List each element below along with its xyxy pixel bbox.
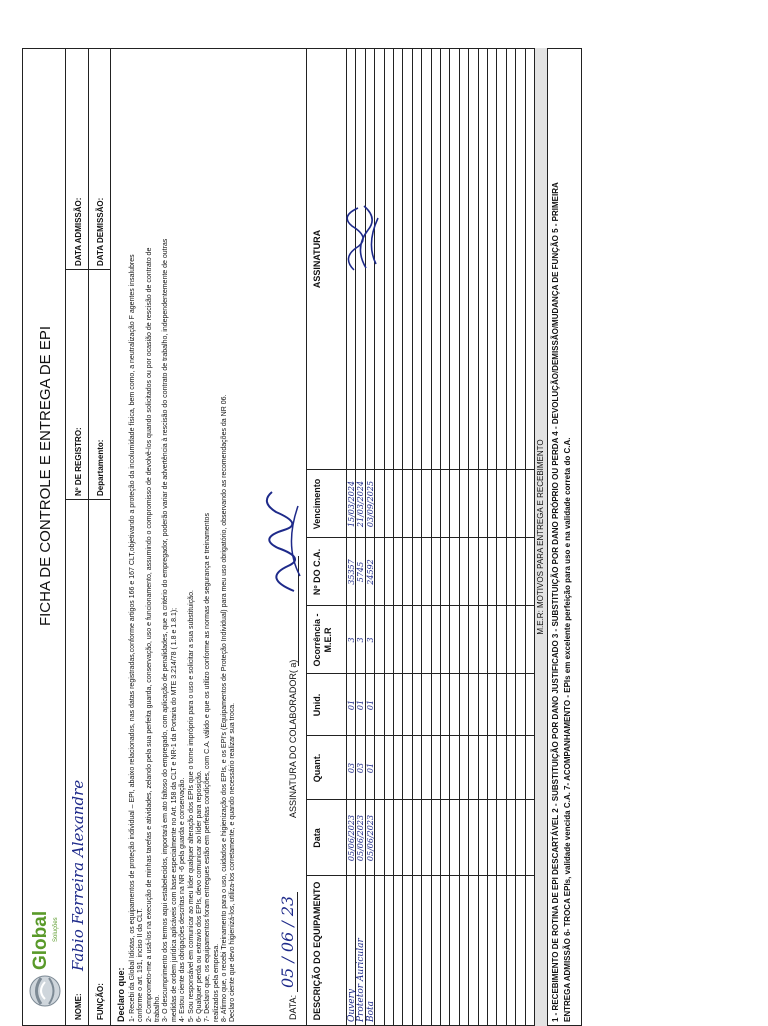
declaration-line: 1- Recebi da Global Idiotas, os equipamentos de proteção individual – EPI, abaixo relacionados, nas datas registradas,conforme artigos 166 e 167 CLT,objetivando a proteção da incolumidade física, bem como, a neutralização F agentes insalubres (128, 254, 136, 1022)
table-cell: 05/06/2023 (365, 814, 375, 862)
table-column-line (306, 605, 534, 606)
logo-text: Global (30, 910, 51, 970)
demissao-label: DATA DEMISSÃO: (96, 197, 105, 266)
table-cell: Protetor Auricular (356, 938, 367, 1022)
data-value: 05 / 06 / 23 (278, 892, 298, 992)
table-cell: 3 (365, 637, 375, 643)
data-label: DATA: (288, 994, 298, 1020)
declaration-line: 2- Comprometo-me a usá-los na execução de minhas tarefas e atividades, zelando pela sua perfeita guarda, conservação, uso e funcionamento, assumindo o compromisso de devolvê-los quando solicitados ou por ocasião de rescisão de contrato de (145, 247, 153, 1022)
table-cell: 01 (365, 699, 375, 711)
table-column-line (306, 735, 534, 736)
header-col-divider-b (66, 269, 110, 270)
table-header-3: Quant. (312, 753, 322, 783)
table-cell: 15/03/2024 (347, 480, 356, 528)
table-header-4: Unid. (312, 693, 322, 717)
declaration-line: realizados pela empresa. (212, 943, 220, 1022)
mer-footer (534, 48, 583, 1026)
declaration-line: trabalho. (153, 994, 161, 1022)
table-column-line (306, 537, 534, 538)
equipment-table (306, 48, 534, 1026)
mer-line-1: 1 - RECEBIMENTO DE ROTINA DE EPI DESCARTÁVEL 2 - SUBSTITUIÇÃO POR DANO JUSTIFICADO 3 - SUBSTITUIÇÃO POR DANO PRÓPRIO OU PERDA 4 - DEVOLUÇÃO/DEMISSÃO/MUDANÇA DE FUNÇÃO 5 - PRIMEIRA (551, 182, 560, 1022)
departamento-label: Departamento: (96, 439, 105, 496)
assinatura-colaborador-label: ASSINATURA DO COLABORADOR( a) (288, 659, 298, 818)
mer-title: M.E.R: MOTIVOS PARA ENTREGA E RECEBIMENTO (535, 48, 548, 1026)
table-column-line (306, 469, 534, 470)
declaration-line: 5- Sou responsável em comunicar ao meu líder qualquer alteração dos EPIs que o torne impróprio para o uso e solicitar a sua substituição. (187, 590, 195, 1022)
table-cell: 35357 (347, 559, 356, 585)
header-divider-1 (88, 48, 89, 1026)
declaration-line: medidas de ordem jurídica aplicáveis com base especialmente no Art. 158 da CLT e NR-1 da Portaria do MTE 3.214/78 ( 1.8 e 1.8.1); (170, 607, 178, 1022)
epi-form (22, 48, 582, 1026)
declaration-line: 6- Qualquer perda ou extravio dos EPIs, devo comunicar ao líder para reposição. (195, 770, 203, 1022)
declaration-line: conforme o art. 191, inciso II da CLT. (137, 908, 145, 1022)
table-header-2: Data (312, 828, 322, 848)
table-header-7: Vencimento (312, 478, 322, 530)
table-header-5: Ocorrência - M.E.R (312, 613, 333, 667)
header-col-divider-a (66, 499, 110, 500)
table-cell: 03/09/2025 (365, 480, 375, 528)
header-divider-2 (110, 48, 111, 1026)
table-cell: 03 (347, 762, 356, 774)
logo-subtext: Soluções (53, 917, 59, 942)
epi-form-page (22, 48, 582, 1026)
table-cell: 01 (347, 699, 356, 711)
row-signature-icon (344, 198, 382, 278)
table-cell: 21/03/2024 (356, 480, 366, 528)
global-logo (26, 888, 64, 1008)
table-cell: 03 (356, 762, 366, 774)
nome-label: NOME: (74, 993, 83, 1020)
table-cell: 05/06/2023 (347, 814, 356, 862)
declaration-line: Declaro ciente que devo higienizá-los, utiliza-los corretamente, e quando necessário realizar sua troca. (229, 702, 237, 1022)
table-column-line (306, 673, 534, 674)
declaration-line: 8- Afirmo que, o recebi Treinamento para o uso, cuidados e higienização dos EPIs, e os EPI's (Equipamentos de Proteção Individual) para meu uso obrigatório, observando as recomendações da NR 06. (221, 394, 229, 1022)
mer-line-2: ENTREGA ADMISSÃO 6- TROCA EPIs, validade vencida C.A. 7- ACOMPANHAMENTO - EPIs em excelente perfeição para uso e na validade correta do C.A. (562, 437, 572, 1022)
table-cell: Bota (365, 1000, 376, 1022)
table-cell: Ouvery (347, 989, 357, 1022)
declaration-heading: Declaro que: (116, 967, 126, 1022)
table-cell: 3 (347, 637, 356, 643)
table-cell: 5745 (356, 561, 366, 583)
registro-label: Nº DE REGISTRO: (74, 427, 83, 496)
declaration-line: 3- O descumprimento dos termos aqui estabelecidos, importará em ato faltoso do empregado, com aplicação de penalidades, que a critério do empregador, poderão variar de advertência à rescisão do contrato de trabalho, independentemente de outras (162, 238, 170, 1022)
nome-value: Fabio Ferreira Alexandre (69, 779, 87, 971)
collaborator-signature-icon (254, 486, 314, 596)
table-cell: 24592 (365, 559, 375, 585)
declaration-line: 4- Estou ciente das obrigações descritas na NR -6 pela guarda e conservação. (179, 777, 187, 1022)
form-title: FICHA DE CONTROLE E ENTREGA DE EPI (37, 325, 54, 627)
table-header-1: DESCRIÇÃO DO EQUIPAMENTO (312, 881, 322, 1021)
globe-icon (28, 974, 62, 1008)
table-header-6: Nº DO C.A. (312, 548, 322, 596)
table-cell: 05/06/2023 (356, 814, 366, 862)
table-header-8: ASSINATURA (312, 229, 322, 289)
table-cell: 01 (365, 762, 375, 774)
table-cell: 3 (356, 637, 366, 643)
table-column-line (306, 799, 534, 800)
table-cell: 01 (356, 699, 366, 711)
declaration-line: 7- Declaro que, os equipamentos foram entregues estão em perfeitas condições, com C.A. válido e que os utilizo conforme as normas de segurança e treinamentos (204, 513, 212, 1022)
funcao-label: FUNÇÃO: (96, 983, 105, 1020)
table-column-line (306, 875, 534, 876)
admissao-label: DATA ADMISSÃO: (74, 197, 83, 266)
